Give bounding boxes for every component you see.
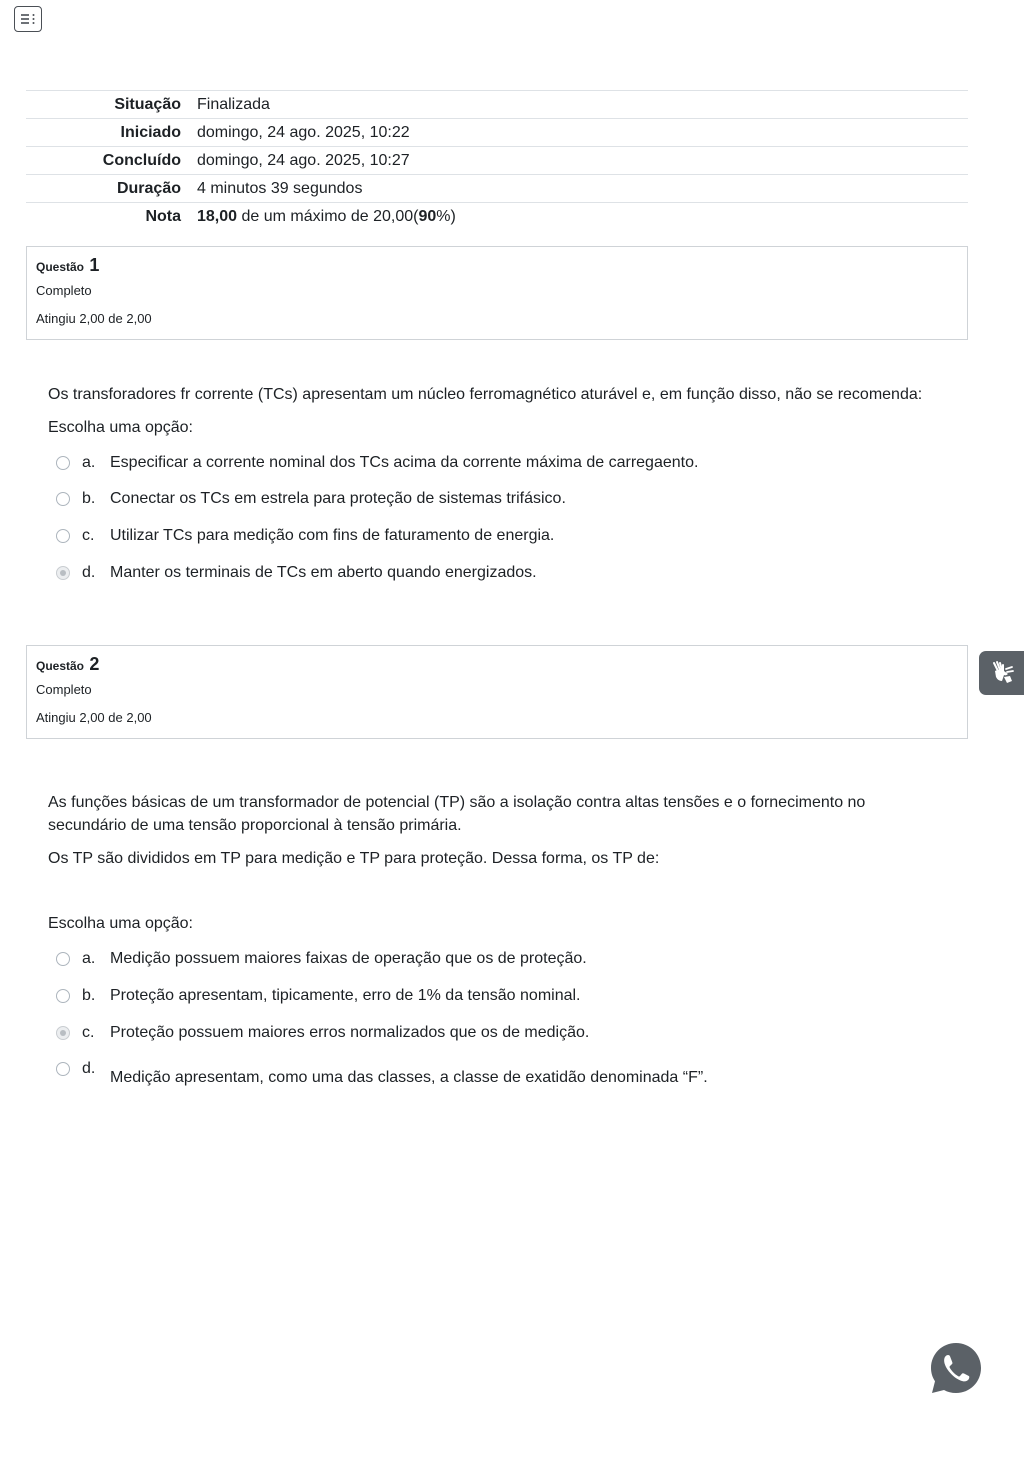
answer-text: Especificar a corrente nominal dos TCs acima da corrente máxima de carregaento. — [110, 454, 699, 471]
question-num: 2 — [89, 654, 100, 674]
radio-button-selected[interactable] — [56, 566, 70, 580]
radio-button[interactable] — [56, 529, 70, 543]
summary-label: Nota — [145, 207, 181, 225]
summary-row-duration — [26, 175, 968, 203]
summary-row-started — [26, 119, 968, 147]
answer-text: Utilizar TCs para medição com fins de faturamento de energia. — [110, 527, 555, 544]
summary-label: Concluído — [102, 151, 181, 169]
answer-option-2d[interactable] — [56, 1060, 708, 1087]
answer-text: Conectar os TCs em estrela para proteção de sistemas trifásico. — [110, 490, 566, 507]
answer-letter: b. — [82, 987, 96, 1004]
summary-row-grade — [26, 203, 968, 231]
sign-language-icon — [988, 659, 1016, 687]
question-number — [36, 655, 958, 675]
answer-text: Proteção possuem maiores erros normalizados que os de medição. — [110, 1024, 590, 1041]
question-info-2 — [26, 645, 968, 739]
radio-button[interactable] — [56, 492, 70, 506]
radio-button[interactable] — [56, 952, 70, 966]
answer-letter: a. — [82, 950, 96, 967]
summary-label: Situação — [114, 95, 181, 113]
quiz-navigation-icon — [19, 12, 37, 26]
answer-text: Proteção apresentam, tipicamente, erro de 1% da tensão nominal. — [110, 987, 581, 1004]
summary-value: domingo, 24 ago. 2025, 10:22 — [197, 123, 410, 141]
radio-button[interactable] — [56, 456, 70, 470]
summary-row-completed — [26, 147, 968, 175]
radio-button[interactable] — [56, 989, 70, 1003]
answer-letter: d. — [82, 1060, 96, 1077]
answer-option-1c[interactable] — [56, 527, 554, 545]
grade-mid: de um máximo de 20,00( — [237, 207, 419, 225]
answer-option-1d[interactable] — [56, 564, 537, 582]
answer-letter: a. — [82, 454, 96, 471]
summary-label: Iniciado — [120, 123, 181, 141]
question-label: Questão — [36, 659, 85, 673]
question-text-2 — [48, 791, 898, 870]
summary-row-status — [26, 91, 968, 119]
sign-language-button[interactable] — [979, 651, 1024, 695]
answer-letter: c. — [82, 527, 95, 544]
question-num: 1 — [89, 255, 100, 275]
answer-letter: d. — [82, 564, 96, 581]
radio-button-selected[interactable] — [56, 1026, 70, 1040]
summary-value — [181, 203, 968, 231]
question-state: Completo — [36, 682, 92, 697]
answer-letter: c. — [82, 1024, 95, 1041]
attempt-summary-table — [26, 90, 968, 230]
question-label: Questão — [36, 260, 85, 274]
question-paragraph: Os transforadores fr corrente (TCs) apresentam um núcleo ferromagnético aturável e, em função disso, não se recomenda: — [48, 386, 923, 403]
whatsapp-icon — [929, 1341, 983, 1395]
summary-label: Duração — [116, 179, 181, 197]
answer-option-2b[interactable] — [56, 987, 581, 1005]
answer-option-1b[interactable] — [56, 490, 566, 508]
answer-option-2a[interactable] — [56, 950, 587, 968]
question-paragraph: As funções básicas de um transformador de potencial (TP) são a isolação contra altas tensões e o fornecimento no secundário de uma tensão proporcional à tensão primária. — [48, 794, 866, 834]
question-paragraph: Os TP são divididos em TP para medição e TP para proteção. Dessa forma, os TP de: — [48, 850, 660, 867]
question-number — [36, 256, 958, 276]
answer-option-1a[interactable] — [56, 454, 698, 472]
summary-value: 4 minutos 39 segundos — [197, 179, 363, 197]
question-grade: Atingiu 2,00 de 2,00 — [36, 311, 152, 326]
question-info-1 — [26, 246, 968, 340]
answer-text: Medição apresentam, como uma das classes, a classe de exatidão denominada “F”. — [110, 1069, 708, 1086]
summary-value: domingo, 24 ago. 2025, 10:27 — [197, 151, 410, 169]
question-grade: Atingiu 2,00 de 2,00 — [36, 710, 152, 725]
whatsapp-button[interactable] — [929, 1341, 983, 1395]
answer-prompt: Escolha uma opção: — [48, 419, 193, 436]
grade-end: %) — [436, 207, 456, 225]
grade-score: 18,00 — [197, 207, 238, 225]
quiz-navigation-button[interactable] — [14, 6, 42, 32]
answer-text: Manter os terminais de TCs em aberto quando energizados. — [110, 564, 537, 581]
question-state: Completo — [36, 283, 92, 298]
answer-prompt: Escolha uma opção: — [48, 915, 193, 932]
grade-percent: 90 — [418, 207, 437, 225]
summary-value: Finalizada — [197, 95, 270, 113]
answer-text: Medição possuem maiores faixas de operação que os de proteção. — [110, 950, 587, 967]
radio-button[interactable] — [56, 1062, 70, 1076]
answer-option-2c[interactable] — [56, 1024, 589, 1042]
question-text-1 — [48, 383, 948, 406]
answer-letter: b. — [82, 490, 96, 507]
